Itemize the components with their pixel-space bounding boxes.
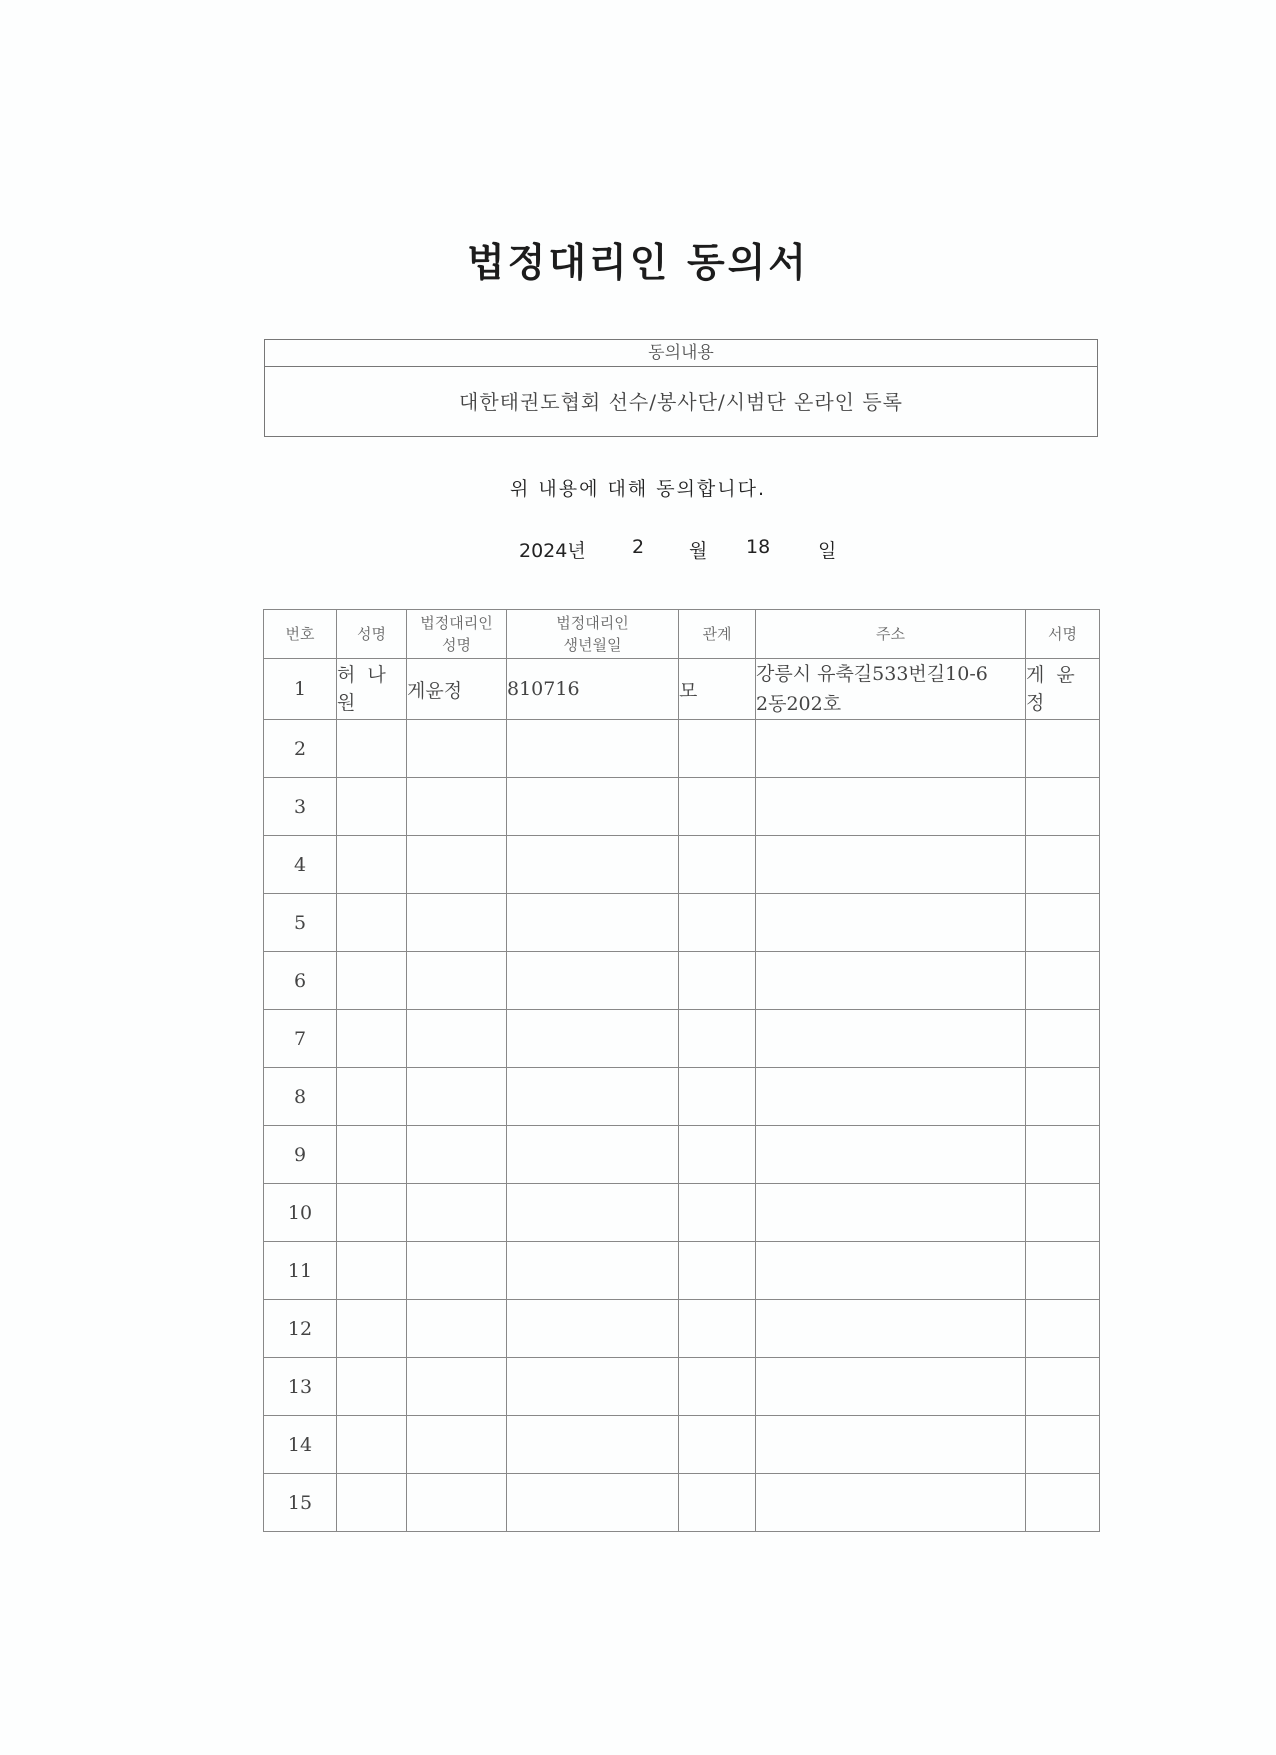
- row-address: [756, 836, 1026, 894]
- date-month-label: 월: [689, 540, 708, 562]
- row-guardian-name: [407, 1358, 507, 1416]
- row-relation: [679, 1068, 756, 1126]
- row-relation: [679, 778, 756, 836]
- row-signature: [1026, 1474, 1100, 1532]
- row-guardian-birth: [507, 1416, 679, 1474]
- row-signature: [1026, 1010, 1100, 1068]
- row-name: [337, 1242, 407, 1300]
- row-name: [337, 1300, 407, 1358]
- row-guardian-name: [407, 836, 507, 894]
- row-relation: [679, 1474, 756, 1532]
- header-number: 번호: [264, 610, 337, 659]
- header-relation: 관계: [679, 610, 756, 659]
- row-guardian-name: [407, 778, 507, 836]
- row-signature: [1026, 720, 1100, 778]
- row-relation: [679, 1126, 756, 1184]
- row-signature: [1026, 1300, 1100, 1358]
- table-row: [264, 659, 1100, 720]
- row-guardian-birth: [507, 836, 679, 894]
- row-name: 허나 원: [337, 659, 407, 720]
- row-signature: [1026, 894, 1100, 952]
- row-guardian-name: [407, 720, 507, 778]
- table-header-row: [264, 610, 1100, 659]
- row-guardian-name: [407, 1068, 507, 1126]
- row-number: 3: [264, 778, 337, 836]
- row-name: [337, 778, 407, 836]
- row-number: 8: [264, 1068, 337, 1126]
- table-row: [264, 1184, 1100, 1242]
- row-guardian-birth: [507, 894, 679, 952]
- table-row: [264, 1474, 1100, 1532]
- table-row: [264, 1358, 1100, 1416]
- row-guardian-birth: [507, 1474, 679, 1532]
- row-address: [756, 1184, 1026, 1242]
- row-name: [337, 1068, 407, 1126]
- row-relation: [679, 894, 756, 952]
- row-address: [756, 720, 1026, 778]
- row-address: [756, 1242, 1026, 1300]
- row-relation: 모: [679, 659, 756, 720]
- row-number: 4: [264, 836, 337, 894]
- row-number: 13: [264, 1358, 337, 1416]
- row-address: [756, 1358, 1026, 1416]
- table-row: [264, 778, 1100, 836]
- row-guardian-birth: [507, 778, 679, 836]
- row-signature: [1026, 952, 1100, 1010]
- row-address: [756, 1474, 1026, 1532]
- row-relation: [679, 1242, 756, 1300]
- row-guardian-name: [407, 952, 507, 1010]
- header-signature: 서명: [1026, 610, 1100, 659]
- date-month: 2: [632, 536, 645, 558]
- row-guardian-birth: [507, 1300, 679, 1358]
- row-guardian-name: [407, 1300, 507, 1358]
- row-guardian-birth: [507, 1358, 679, 1416]
- row-guardian-name: [407, 1474, 507, 1532]
- row-relation: [679, 836, 756, 894]
- row-address: [756, 952, 1026, 1010]
- agree-statement: 위 내용에 대해 동의합니다.: [509, 478, 767, 500]
- table-row: [264, 1010, 1100, 1068]
- table-row: [264, 1242, 1100, 1300]
- row-signature: 게윤 정: [1026, 659, 1100, 720]
- row-signature: [1026, 778, 1100, 836]
- header-name: 성명: [337, 610, 407, 659]
- date-day: 18: [746, 536, 771, 558]
- row-guardian-name: [407, 1184, 507, 1242]
- row-relation: [679, 952, 756, 1010]
- consent-body: 대한태권도협회 선수/봉사단/시범단 온라인 등록: [459, 390, 903, 414]
- row-guardian-name: [407, 1242, 507, 1300]
- row-guardian-name: [407, 1416, 507, 1474]
- row-signature: [1026, 1068, 1100, 1126]
- row-guardian-birth: [507, 1126, 679, 1184]
- row-guardian-name: [407, 1010, 507, 1068]
- row-signature: [1026, 1416, 1100, 1474]
- row-name: [337, 894, 407, 952]
- consent-header: 동의내용: [265, 340, 1097, 367]
- row-name: [337, 952, 407, 1010]
- header-guardian-name: 법정대리인 성명: [407, 610, 507, 659]
- row-guardian-name: [407, 894, 507, 952]
- row-name: [337, 1358, 407, 1416]
- row-relation: [679, 1184, 756, 1242]
- table-row: [264, 952, 1100, 1010]
- consent-box: [264, 339, 1098, 437]
- row-number: 12: [264, 1300, 337, 1358]
- row-relation: [679, 1010, 756, 1068]
- row-number: 5: [264, 894, 337, 952]
- row-number: 7: [264, 1010, 337, 1068]
- row-number: 1: [264, 659, 337, 720]
- document-title: 법정대리인 동의서: [467, 241, 809, 286]
- row-guardian-birth: [507, 1068, 679, 1126]
- table-row: [264, 1068, 1100, 1126]
- header-guardian-birth: 법정대리인 생년월일: [507, 610, 679, 659]
- row-signature: [1026, 1358, 1100, 1416]
- row-address: [756, 894, 1026, 952]
- registration-table: [263, 609, 1100, 1532]
- row-guardian-birth: [507, 952, 679, 1010]
- row-number: 11: [264, 1242, 337, 1300]
- row-address: [756, 1126, 1026, 1184]
- row-signature: [1026, 1184, 1100, 1242]
- row-address: [756, 1416, 1026, 1474]
- date-day-label: 일: [818, 540, 837, 562]
- table-row: [264, 1416, 1100, 1474]
- row-signature: [1026, 836, 1100, 894]
- row-guardian-birth: [507, 720, 679, 778]
- row-signature: [1026, 1126, 1100, 1184]
- row-name: [337, 720, 407, 778]
- row-address: [756, 1300, 1026, 1358]
- row-guardian-birth: [507, 1184, 679, 1242]
- table-row: [264, 836, 1100, 894]
- row-name: [337, 1474, 407, 1532]
- row-name: [337, 836, 407, 894]
- row-number: 14: [264, 1416, 337, 1474]
- table-row: [264, 720, 1100, 778]
- row-guardian-name: [407, 1126, 507, 1184]
- row-number: 2: [264, 720, 337, 778]
- row-guardian-birth: 810716: [507, 659, 679, 720]
- row-guardian-name: 게윤정: [407, 659, 507, 720]
- row-address: [756, 1010, 1026, 1068]
- row-number: 10: [264, 1184, 337, 1242]
- row-number: 15: [264, 1474, 337, 1532]
- date-year: 2024년: [519, 540, 586, 562]
- table-row: [264, 1300, 1100, 1358]
- row-relation: [679, 1300, 756, 1358]
- row-relation: [679, 1358, 756, 1416]
- table-row: [264, 1126, 1100, 1184]
- row-name: [337, 1184, 407, 1242]
- row-address: [756, 1068, 1026, 1126]
- row-address: 강릉시 유축길533번길10-6 2동202호: [756, 659, 1026, 720]
- row-name: [337, 1416, 407, 1474]
- header-address: 주소: [756, 610, 1026, 659]
- row-name: [337, 1126, 407, 1184]
- row-relation: [679, 720, 756, 778]
- row-address: [756, 778, 1026, 836]
- row-name: [337, 1010, 407, 1068]
- row-guardian-birth: [507, 1242, 679, 1300]
- table-row: [264, 894, 1100, 952]
- row-signature: [1026, 1242, 1100, 1300]
- row-number: 9: [264, 1126, 337, 1184]
- row-guardian-birth: [507, 1010, 679, 1068]
- row-relation: [679, 1416, 756, 1474]
- row-number: 6: [264, 952, 337, 1010]
